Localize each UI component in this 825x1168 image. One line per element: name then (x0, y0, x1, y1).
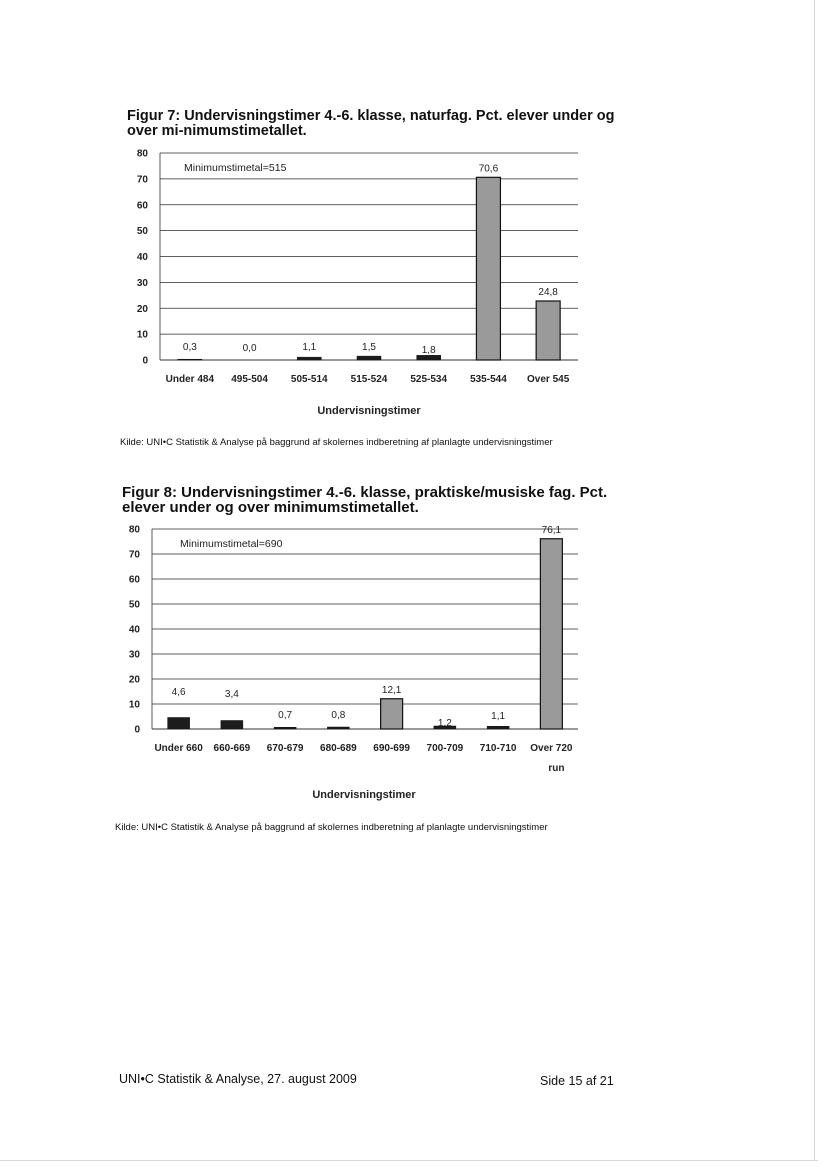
data-label: 70,6 (478, 163, 499, 175)
data-label: 24,8 (538, 287, 558, 299)
x-tick-label: 700-709 (426, 743, 464, 754)
y-tick-label: 20 (136, 303, 148, 315)
y-tick-label: 0 (142, 355, 148, 367)
figure-7-title: Figur 7: Undervisningstimer 4.-6. klasse, naturfag. Pct. elever under og over mi-nimumstimetallet. (127, 108, 615, 139)
y-tick-label: 40 (128, 624, 140, 636)
y-tick-label: 60 (128, 574, 140, 586)
footer-page-number: Side 15 af 21 (540, 1074, 614, 1088)
data-label: 1,8 (421, 345, 436, 356)
minimum-hours-annotation: Minimumstimetal=515 (184, 162, 287, 174)
x-tick-label: 660-669 (213, 743, 251, 754)
x-tick-label: Under 660 (154, 743, 203, 754)
x-axis-title: Undervisningstimer (312, 789, 416, 801)
x-tick-label: 680-689 (320, 743, 357, 754)
bar (327, 727, 349, 729)
bar (274, 727, 296, 729)
bar (540, 539, 562, 729)
data-label: 1,5 (362, 342, 376, 353)
bar (487, 726, 509, 729)
bar (417, 355, 441, 360)
bar (297, 357, 321, 360)
x-tick-label: 525-534 (410, 374, 448, 385)
footer-publisher: UNI•C Statistik & Analyse, 27. august 2009 (119, 1072, 357, 1086)
data-label: 0,7 (278, 710, 293, 721)
data-label: 4,6 (171, 687, 186, 698)
y-tick-label: 30 (136, 277, 148, 289)
data-label: 1,1 (491, 711, 506, 722)
x-tick-label: 515-524 (350, 374, 388, 385)
y-tick-label: 20 (128, 674, 140, 686)
y-tick-label: 70 (128, 549, 140, 561)
figure-8-title: Figur 8: Undervisningstimer 4.-6. klasse, praktiske/musiske fag. Pct. elever under og over minimumstimetallet. (122, 484, 608, 516)
y-tick-label: 80 (136, 148, 148, 160)
x-tick-label: 690-699 (373, 743, 410, 754)
x-tick-label: 670-679 (266, 743, 304, 754)
data-label: 0,8 (331, 710, 346, 721)
y-tick-label: 40 (136, 252, 148, 263)
x-tick-label: Under 484 (165, 374, 215, 385)
y-tick-label: 60 (136, 200, 148, 212)
y-tick-label: 50 (128, 599, 140, 611)
x-axis-title: Undervisningstimer (317, 405, 421, 417)
figure-8-source: Kilde: UNI•C Statistik & Analyse på baggrund af skolernes indberetning af planlagte undervisningstimer (115, 822, 548, 833)
x-tick-label-extra: run (548, 763, 565, 774)
figure-7-chart (0, 140, 825, 430)
y-tick-label: 30 (128, 649, 140, 661)
grid-layer (152, 529, 578, 729)
page-bottom-edge (0, 1160, 818, 1161)
y-tick-label: 70 (136, 174, 148, 186)
x-tick-label: 505-514 (290, 374, 328, 385)
y-tick-label: 0 (134, 724, 140, 736)
bar-layer (168, 539, 563, 729)
y-tick-label: 10 (136, 329, 148, 341)
bar (381, 699, 403, 729)
y-tick-label: 50 (136, 226, 148, 238)
data-label: 12,1 (381, 684, 402, 696)
figure-8-chart (0, 515, 825, 815)
data-label: 0,0 (242, 343, 257, 354)
bar (476, 177, 500, 360)
data-label: 0,3 (182, 342, 197, 353)
bar (221, 721, 243, 730)
label-layer (129, 525, 573, 802)
data-label: 76,1 (541, 524, 562, 536)
grid-layer (160, 153, 578, 360)
x-tick-label: 495-504 (231, 374, 268, 385)
bar (178, 359, 202, 360)
x-tick-label: 710-710 (479, 743, 517, 754)
x-tick-label: 535-544 (470, 374, 507, 385)
minimum-hours-annotation: Minimumstimetal=690 (180, 538, 283, 550)
x-tick-label: Over 545 (527, 374, 570, 385)
figure-7-source: Kilde: UNI•C Statistik & Analyse på baggrund af skolernes indberetning af planlagte undervisningstimer (120, 437, 553, 448)
data-label: 3,4 (224, 689, 239, 700)
y-tick-label: 10 (128, 699, 140, 711)
bar (357, 356, 381, 360)
data-label: 1,1 (302, 342, 317, 353)
y-tick-label: 80 (128, 524, 140, 536)
bar (536, 301, 560, 360)
x-tick-label: Over 720 (530, 743, 573, 754)
bar (168, 718, 190, 730)
data-label: 1,2 (437, 718, 452, 729)
